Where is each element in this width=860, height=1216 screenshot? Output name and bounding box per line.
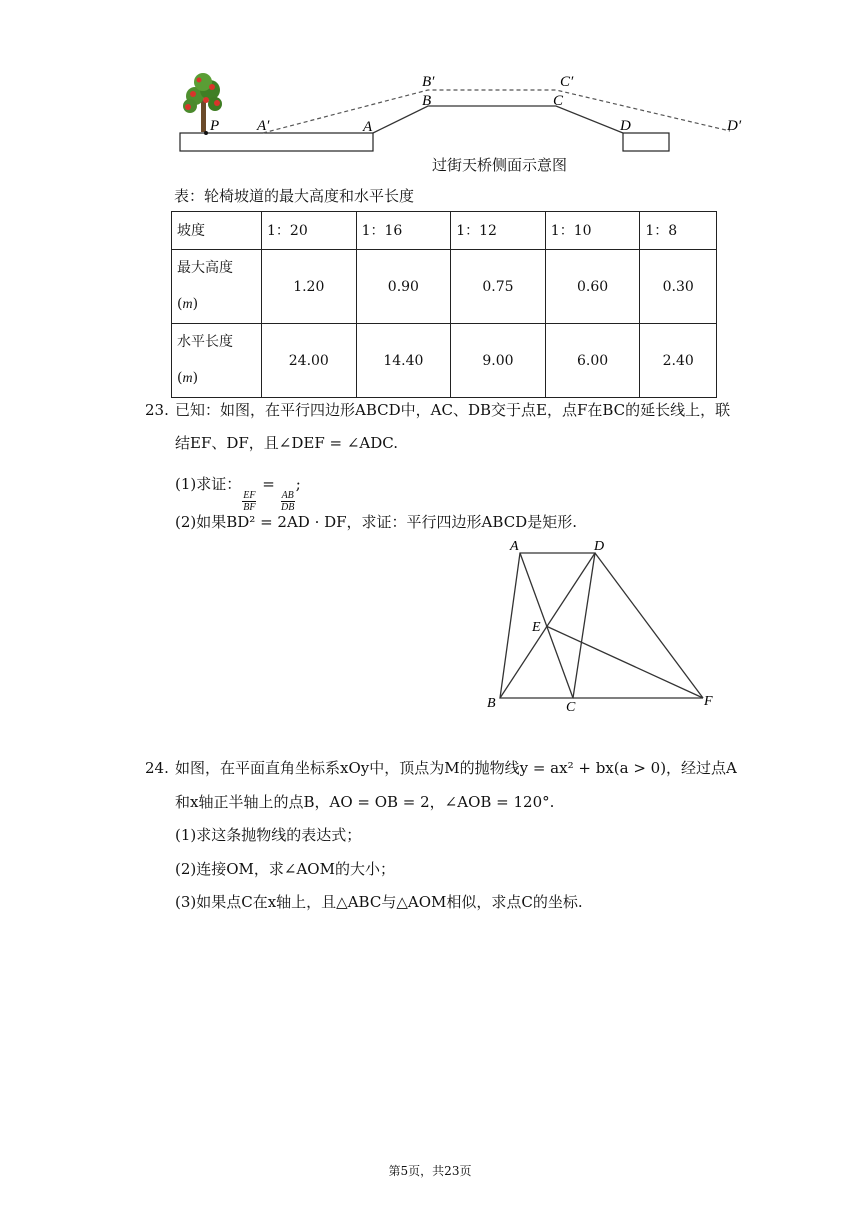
max-height-cell: 0.30 <box>640 250 717 324</box>
label-e: E <box>532 620 541 635</box>
label-a-prime: A′ <box>257 118 270 134</box>
unit-m: m <box>182 371 193 386</box>
q23-parallelogram-figure <box>480 535 720 715</box>
table-row <box>172 324 717 398</box>
max-height-cell: 0.75 <box>451 250 546 324</box>
q24-part3: (3)如果点C在x轴上，且△ABC与△AOM相似，求点C的坐标. <box>175 893 583 911</box>
max-height-label: 最大高度 <box>177 260 233 276</box>
q23-part1-prefix: (1)求证： <box>175 475 242 493</box>
length-label: 水平长度 <box>177 334 233 350</box>
slope-cell: 1：16 <box>356 212 451 250</box>
q24-part1: (1)求这条抛物线的表达式； <box>175 826 362 844</box>
label-d: D <box>594 539 605 554</box>
label-a: A <box>363 119 373 135</box>
length-header <box>172 324 262 398</box>
table-row <box>172 250 717 324</box>
q24-line2: 和x轴正半轴上的点B，AO = OB = 2，∠AOB = 120°. <box>175 793 555 811</box>
left-ground-block <box>180 133 373 151</box>
max-height-cell: 0.90 <box>356 250 451 324</box>
unit-m: m <box>182 297 193 312</box>
length-cell: 2.40 <box>640 324 717 398</box>
length-unit: (m) <box>177 370 199 386</box>
label-p: P <box>210 118 220 134</box>
label-f: F <box>704 694 713 709</box>
max-height-header <box>172 250 262 324</box>
q23-number: 23. <box>145 401 169 419</box>
label-b: B <box>422 93 432 109</box>
label-d-prime: D′ <box>727 118 742 134</box>
label-d: D <box>620 118 631 134</box>
q24-line1: 如图，在平面直角坐标系xOy中，顶点为M的抛物线y = ax² + bx(a > 0)，经过点A <box>175 759 737 777</box>
label-c: C <box>566 700 576 715</box>
slope-cell: 1：20 <box>262 212 357 250</box>
point-p-dot <box>204 131 208 135</box>
bridge-dashed-profile <box>263 90 730 133</box>
slope-header: 坡度 <box>172 212 262 250</box>
slope-cell: 1：12 <box>451 212 546 250</box>
length-cell: 9.00 <box>451 324 546 398</box>
table-caption: 表：轮椅坡道的最大高度和水平长度 <box>174 187 415 205</box>
label-c: C <box>553 93 564 109</box>
label-b: B <box>487 696 496 711</box>
length-cell: 24.00 <box>262 324 357 398</box>
q23-part2: (2)如果BD² = 2AD · DF，求证：平行四边形ABCD是矩形. <box>175 513 577 531</box>
label-c-prime: C′ <box>560 74 574 90</box>
fraction-ef-bf <box>242 490 256 513</box>
slope-cell: 1：10 <box>545 212 640 250</box>
bridge-caption: 过街天桥侧面示意图 <box>432 156 568 174</box>
slope-cell: 1：8 <box>640 212 717 250</box>
fraction-ab-db <box>281 490 295 513</box>
wheelchair-ramp-table <box>171 211 717 398</box>
bridge-solid-profile <box>373 106 623 133</box>
max-height-cell: 1.20 <box>262 250 357 324</box>
fraction-numerator: AB <box>281 490 294 501</box>
q24-part2: (2)连接OM，求∠AOM的大小； <box>175 860 395 878</box>
q23-line2: 结EF、DF，且∠DEF = ∠ADC. <box>175 434 398 452</box>
max-height-unit: (m) <box>177 296 199 312</box>
fraction-denominator: BF <box>243 502 256 513</box>
length-cell: 14.40 <box>356 324 451 398</box>
fraction-denominator: DB <box>281 502 295 513</box>
label-a: A <box>510 539 519 554</box>
fraction-numerator: EF <box>243 490 256 501</box>
q23-part1: (1)求证： $\frac{EF}{BF}$ = $\frac{AB}{DB}$ ; <box>175 475 301 513</box>
right-ground-block <box>623 133 669 151</box>
length-cell: 6.00 <box>545 324 640 398</box>
max-height-cell: 0.60 <box>545 250 640 324</box>
q23-line1: 已知：如图，在平行四边形ABCD中，AC、DB交于点E，点F在BC的延长线上，联 <box>175 401 731 419</box>
label-b-prime: B′ <box>422 74 435 90</box>
q24-number: 24. <box>145 759 169 777</box>
page-footer: 第5页，共23页 <box>388 1164 472 1178</box>
table-row <box>172 212 717 250</box>
